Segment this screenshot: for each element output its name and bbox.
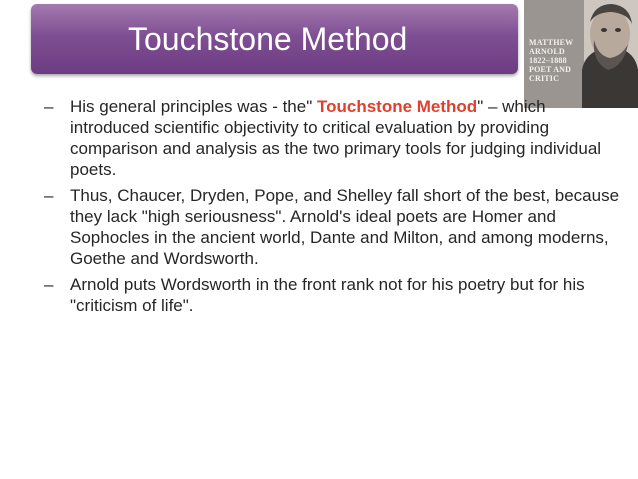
bullet-text: Thus, Chaucer, Dryden, Pope, and Shelley fall short of the best, because they lack "high seriousness". Arnold's ideal poets are Homer and Sophocles in the ancient world, Dante and Milton, and among moderns, Goethe and Wordsworth.: [70, 186, 620, 268]
bullet-dash: –: [44, 97, 54, 116]
portrait-image: [524, 0, 638, 108]
slide-title: Touchstone Method: [128, 21, 408, 57]
portrait-caption-line: MATTHEW: [529, 38, 574, 47]
bullet-text: His general principles was - the": [70, 97, 313, 116]
portrait-caption: [529, 38, 581, 83]
highlighted-term: Touchstone Method: [312, 97, 478, 116]
portrait-caption-line: 1822–1888: [529, 56, 567, 65]
bullet-text: Arnold puts Wordsworth in the front rank not for his poetry but for his "criticism of life".: [70, 275, 585, 315]
bullet-dash: –: [44, 275, 54, 294]
bullet-dash: –: [44, 186, 54, 205]
portrait-caption-line: CRITIC: [529, 74, 560, 83]
bullet-item: [44, 185, 624, 269]
portrait-caption-line: ARNOLD: [529, 47, 565, 56]
bullet-item: [44, 274, 624, 316]
bullet-list: [44, 96, 624, 321]
bullet-text: " – which introduced scientific objectivity to critical evaluation by providing comparison and analysis as the two primary tools for judging individual poets.: [70, 97, 602, 179]
portrait-caption-line: POET AND: [529, 65, 572, 74]
bullet-item: [44, 96, 624, 180]
title-banner: [31, 4, 518, 74]
